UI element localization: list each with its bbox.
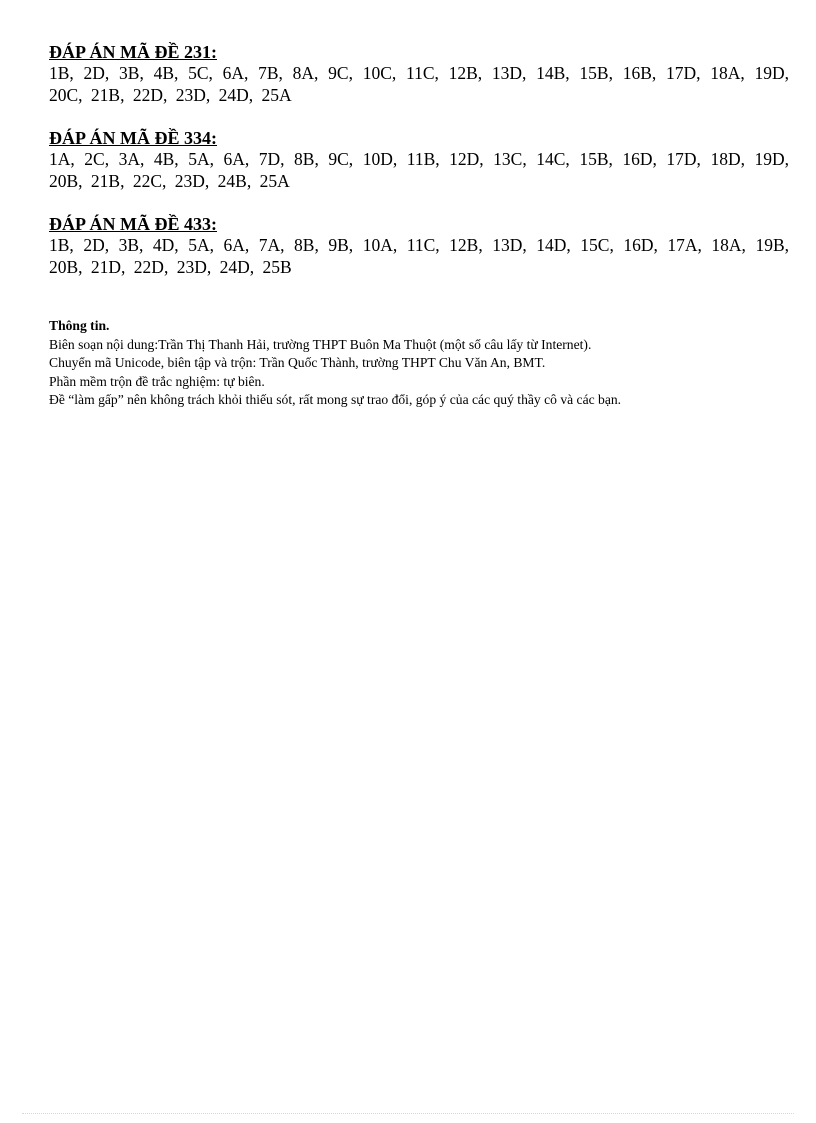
info-section: [49, 317, 789, 410]
answer-key-title: ĐÁP ÁN MÃ ĐỀ 231:: [49, 42, 217, 62]
answer-key-433: [49, 213, 789, 278]
answer-key-231: [49, 41, 789, 106]
info-line-author: Biên soạn nội dung:Trần Thị Thanh Hải, trường THPT Buôn Ma Thuột (một số câu lấy từ Internet).: [49, 336, 592, 352]
info-line-software: Phần mềm trộn đề trắc nghiệm: tự biên.: [49, 373, 265, 389]
info-line-editor: Chuyển mã Unicode, biên tập và trộn: Trần Quốc Thành, trường THPT Chu Văn An, BMT.: [49, 355, 546, 371]
answer-key-list: 1B, 2D, 3B, 4B, 5C, 6A, 7B, 8A, 9C, 10C, 11C, 12B, 13D, 14B, 15B, 16B, 17D, 18A, 19D, 20C, 21B, 22D, 23D, 24D, 25A: [49, 63, 789, 105]
answer-key-list: 1B, 2D, 3B, 4D, 5A, 6A, 7A, 8B, 9B, 10A, 11C, 12B, 13D, 14D, 15C, 16D, 17A, 18A, 19B, 20B, 21D, 22D, 23D, 24D, 25B: [49, 235, 789, 277]
page-bottom-border: [22, 1113, 794, 1114]
answer-key-title: ĐÁP ÁN MÃ ĐỀ 433:: [49, 214, 217, 234]
answer-key-list: 1A, 2C, 3A, 4B, 5A, 6A, 7D, 8B, 9C, 10D, 11B, 12D, 13C, 14C, 15B, 16D, 17D, 18D, 19D, 20B, 21B, 22C, 23D, 24B, 25A: [49, 149, 789, 191]
answer-key-title: ĐÁP ÁN MÃ ĐỀ 334:: [49, 128, 217, 148]
info-heading: Thông tin.: [49, 318, 110, 333]
answer-key-334: [49, 127, 789, 192]
info-line-note: Đề “làm gấp” nên không trách khỏi thiếu sót, rất mong sự trao đổi, góp ý của các quý thầy cô và các bạn.: [49, 392, 622, 408]
